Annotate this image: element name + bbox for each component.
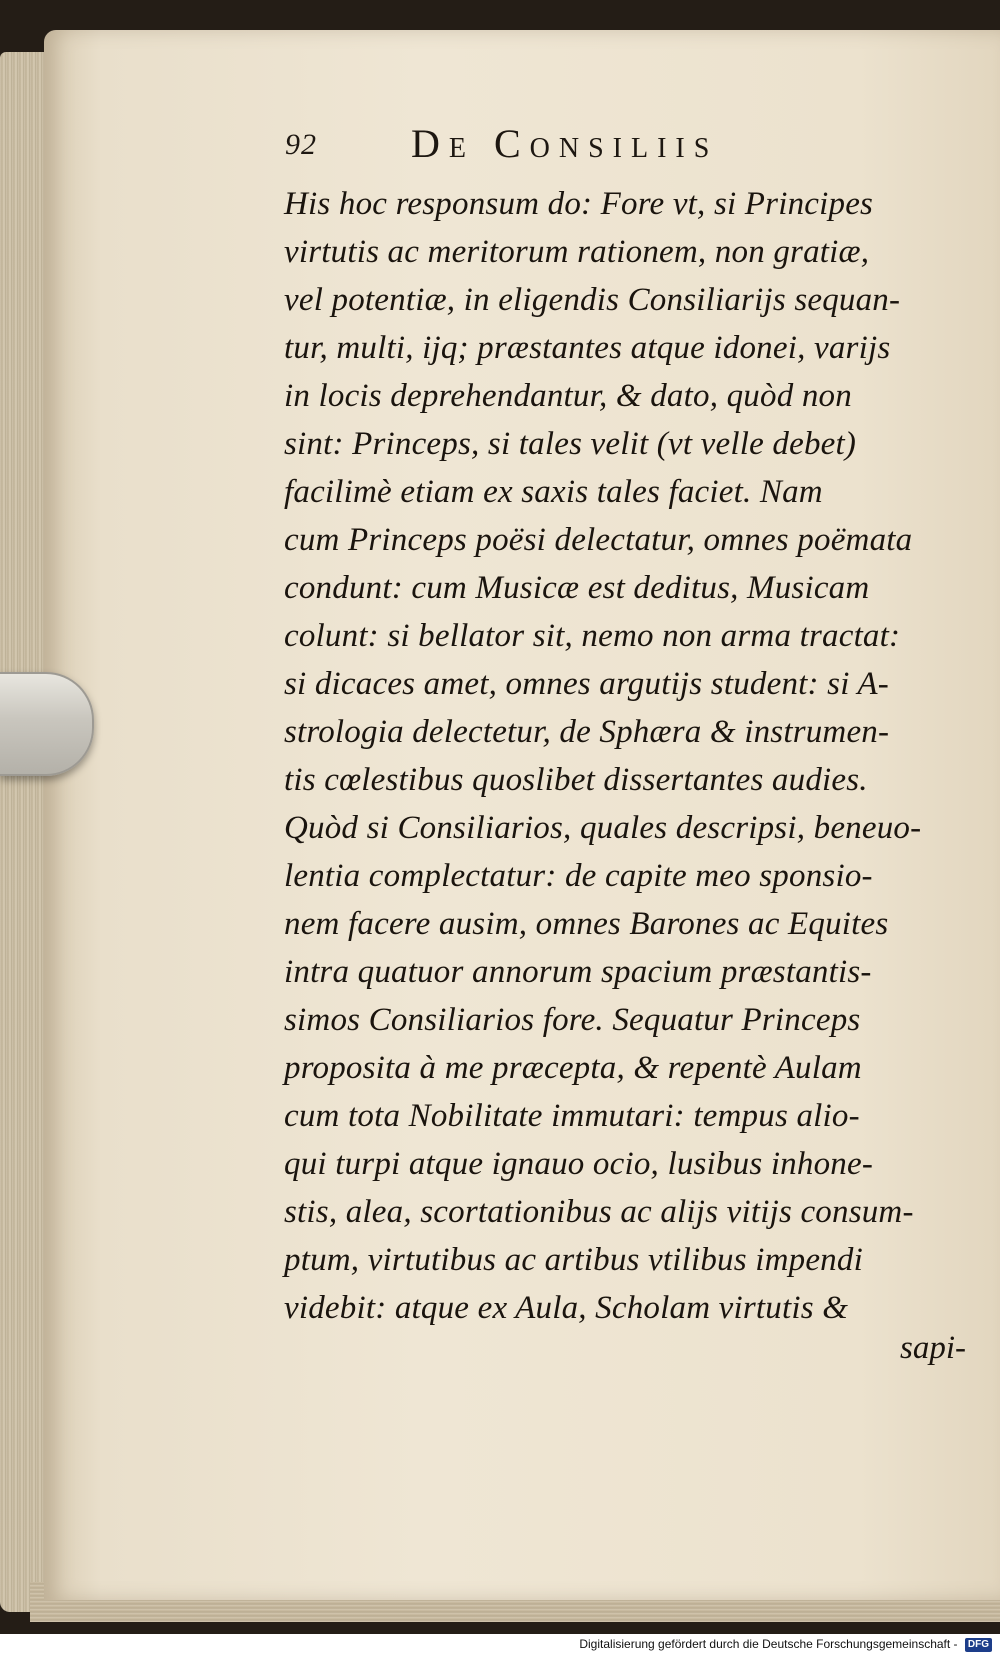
text-line: stis, alea, scortationibus ac alijs vitijs consum-	[284, 1194, 914, 1230]
text-line: lentia complectatur: de capite meo sponsio-	[284, 858, 873, 894]
text-line: cum tota Nobilitate immutari: tempus alio-	[284, 1098, 860, 1134]
text-line: in locis deprehendantur, & dato, quòd non	[284, 378, 852, 414]
text-line: virtutis ac meritorum rationem, non gratiæ,	[284, 234, 870, 270]
text-line: videbit: atque ex Aula, Scholam virtutis &	[284, 1290, 849, 1326]
text-line: intra quatuor annorum spacium præstantis-	[284, 954, 872, 990]
credit-text: Digitalisierung gefördert durch die Deutsche Forschungsgemeinschaft -	[579, 1637, 958, 1651]
page-number: 92	[285, 128, 317, 161]
text-line: ptum, virtutibus ac artibus vtilibus impendi	[284, 1242, 863, 1278]
text-line: sint: Princeps, si tales velit (vt velle debet)	[284, 426, 857, 462]
text-line: condunt: cum Musicæ est deditus, Musicam	[284, 570, 870, 606]
text-line: colunt: si bellator sit, nemo non arma tractat:	[284, 618, 901, 654]
page-header	[285, 120, 885, 172]
text-line: vel potentiæ, in eligendis Consiliarijs sequan-	[284, 282, 901, 318]
running-title: De Consiliis	[411, 121, 719, 166]
text-line: si dicaces amet, omnes argutijs student: si A-	[284, 666, 889, 702]
text-line: proposita à me præcepta, & repentè Aulam	[284, 1050, 862, 1086]
text-line: His hoc responsum do: Fore vt, si Principes	[284, 186, 874, 222]
text-line: simos Consiliarios fore. Sequatur Princeps	[284, 1002, 861, 1038]
text-line: tis cœlestibus quoslibet dissertantes audies.	[284, 762, 868, 798]
text-line: tur, multi, ijq; præstantes atque idonei, varijs	[284, 330, 891, 366]
text-line: nem facere ausim, omnes Barones ac Equites	[284, 906, 889, 942]
dfg-logo: DFG	[965, 1638, 992, 1652]
catchword: sapi-	[900, 1330, 966, 1366]
text-line: Quòd si Consiliarios, quales descripsi, beneuo-	[284, 810, 922, 846]
text-line: facilimè etiam ex saxis tales faciet. Nam	[284, 474, 823, 510]
body-text	[284, 180, 974, 1332]
text-line: qui turpi atque ignauo ocio, lusibus inhone-	[284, 1146, 874, 1182]
page-clip-weight	[0, 672, 94, 776]
text-line: cum Princeps poësi delectatur, omnes poëmata	[284, 522, 913, 558]
text-line: strologia delectetur, de Sphæra & instrumen-	[284, 714, 890, 750]
digitization-credit	[579, 1637, 992, 1652]
